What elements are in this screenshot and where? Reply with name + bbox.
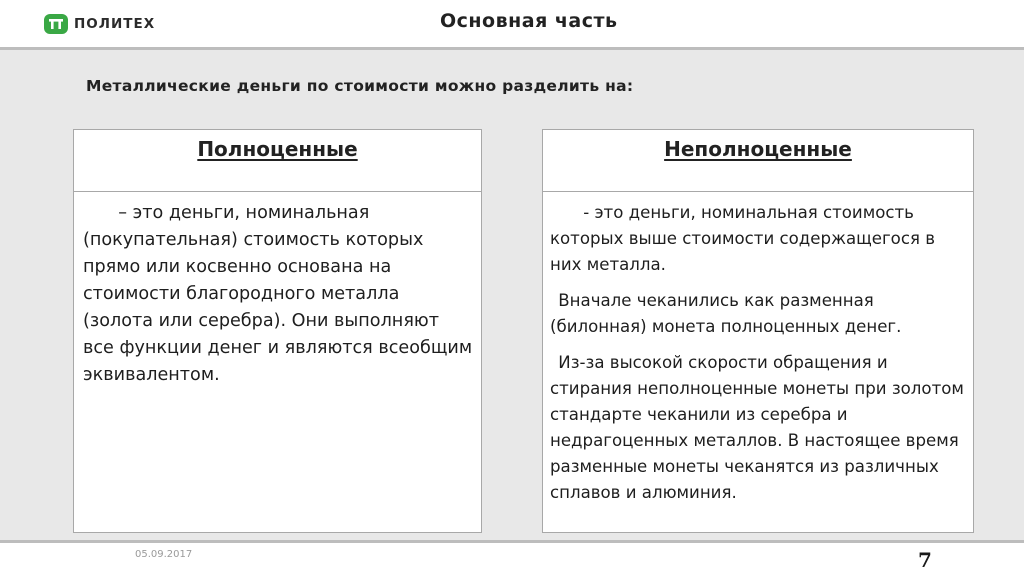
lead-text: Металлические деньги по стоимости можно разделить на: (86, 77, 634, 95)
card-paragraph: – это деньги, номинальная (покупательная) стоимость которых прямо или косвенно основана на стоимости благородного металла (золота или серебра). Они выполняют все функции денег и являются всеобщим эквивалентом. (83, 203, 473, 385)
logo (44, 14, 155, 34)
slide-header (0, 0, 1024, 47)
card-token-value (542, 129, 974, 533)
card-paragraph: - это деньги, номинальная стоимость которых выше стоимости содержащегося в них металла. (550, 203, 935, 274)
footer-date: 05.09.2017 (135, 549, 193, 560)
card-paragraph: Вначале чеканились как разменная (билонная) монета полноценных денег. (550, 291, 902, 336)
page-title: Основная часть (440, 10, 618, 32)
footer-divider (0, 540, 1024, 543)
card-full-value (73, 129, 482, 533)
page-number: 7 (918, 548, 932, 572)
card-header (543, 130, 973, 192)
card-body (543, 192, 973, 506)
card-body (74, 192, 481, 389)
card-heading: Неполноценные (664, 137, 852, 161)
card-paragraph: Из-за высокой скорости обращения и стирания неполноценные монеты при золотом стандарте чеканили из серебра и недрагоценных металлов. В настоящее время разменные монеты чеканятся из различных сплавов и алюминия. (550, 353, 964, 502)
card-heading: Полноценные (197, 137, 358, 161)
slide-content (0, 50, 1024, 540)
logo-text: ПОЛИТЕХ (74, 16, 156, 32)
card-header (74, 130, 481, 192)
politech-logo-icon (44, 14, 68, 34)
